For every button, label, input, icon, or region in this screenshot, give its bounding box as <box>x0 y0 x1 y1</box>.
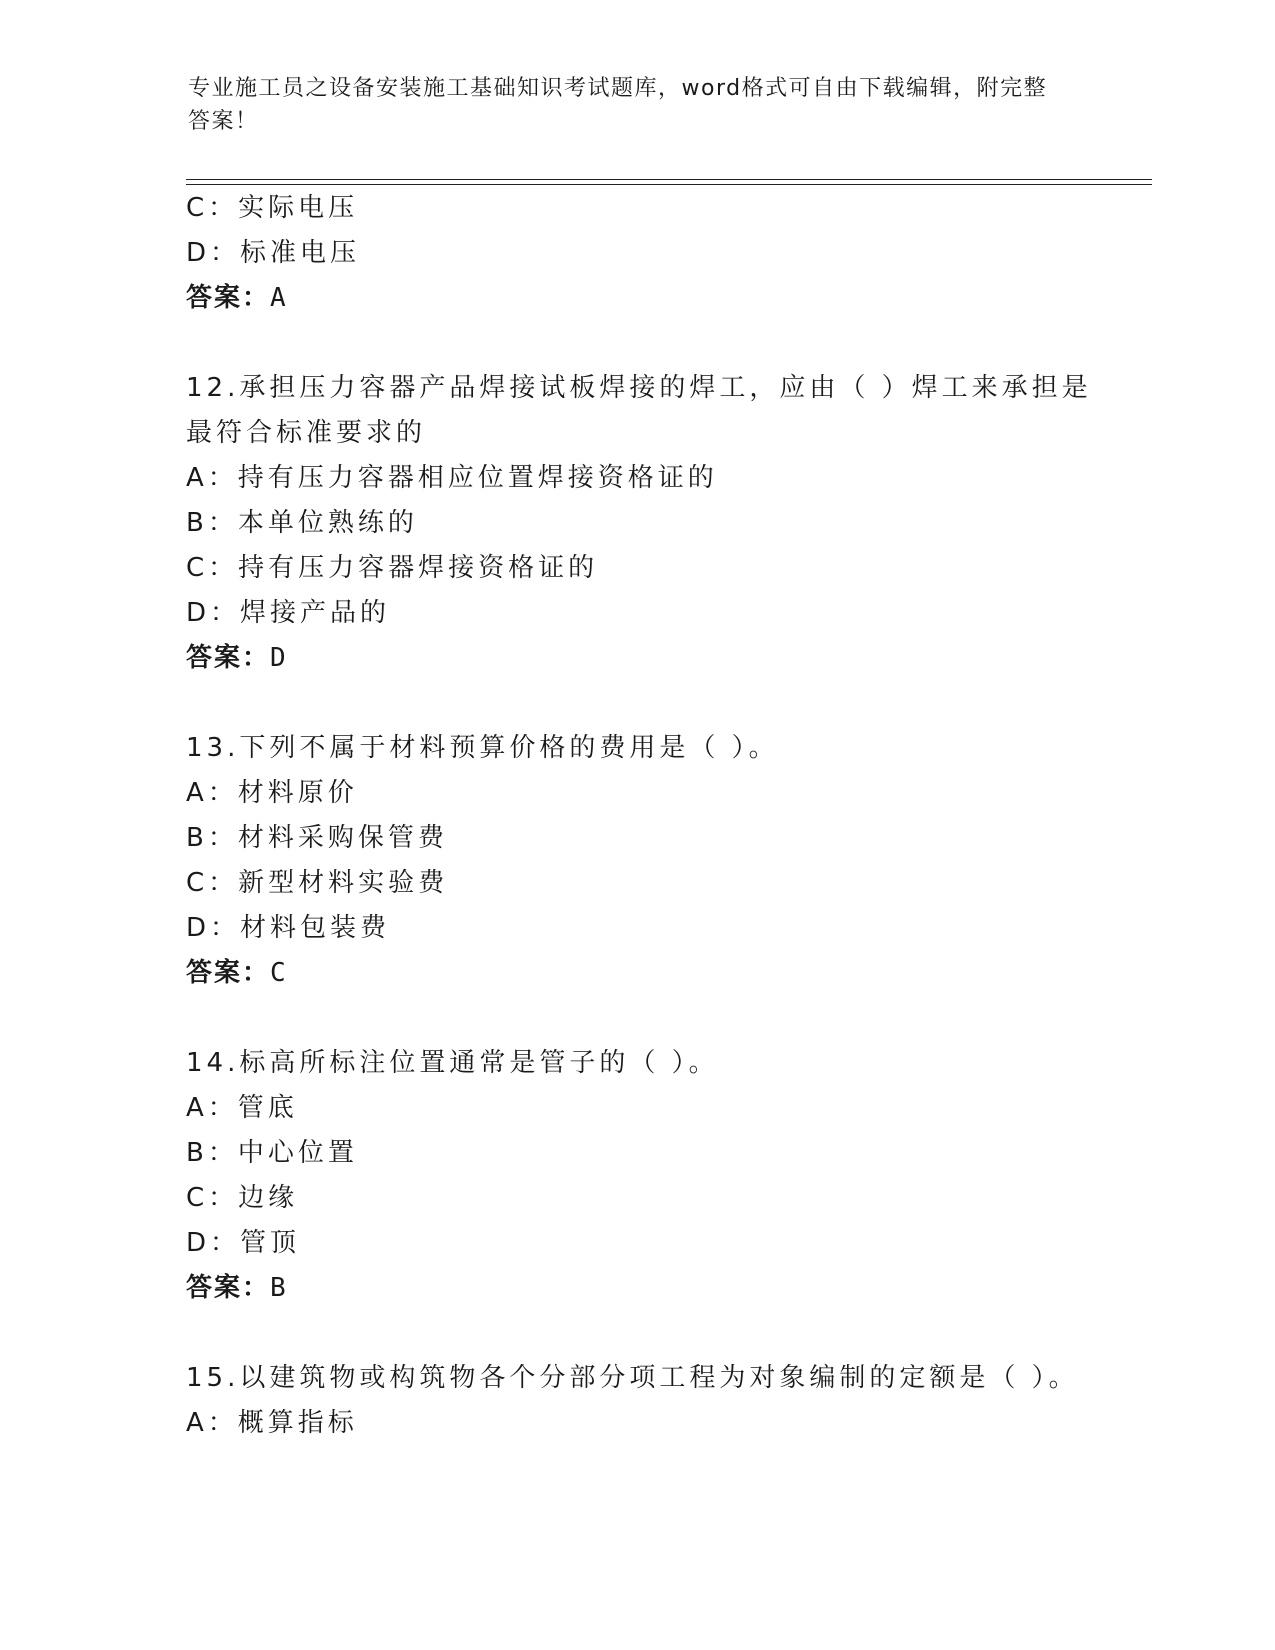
q15-option-a: A：概算指标 <box>186 1408 358 1438</box>
q14-answer <box>186 1271 288 1305</box>
q12-answer <box>186 641 288 675</box>
answer-label: 答案： <box>186 1273 271 1303</box>
q14-option-a: A：管底 <box>186 1093 298 1123</box>
q11-answer <box>186 281 288 315</box>
q13-option-c: C：新型材料实验费 <box>186 868 449 898</box>
answer-label: 答案： <box>186 283 271 313</box>
q14-option-d: D：管顶 <box>186 1228 301 1258</box>
q13-option-d: D：材料包装费 <box>186 913 391 943</box>
answer-value: B <box>270 1273 288 1303</box>
q13-answer <box>186 956 288 990</box>
q13-question: 13.下列不属于材料预算价格的费用是（ ）。 <box>186 733 779 763</box>
answer-label: 答案： <box>186 643 271 673</box>
document-header: 专业施工员之设备安装施工基础知识考试题库，word格式可自由下载编辑，附完整答案！ <box>188 76 1048 134</box>
q12-option-b: B：本单位熟练的 <box>186 508 418 538</box>
q12-option-d: D：焊接产品的 <box>186 598 391 628</box>
q14-question: 14.标高所标注位置通常是管子的（ ）。 <box>186 1048 719 1078</box>
answer-label: 答案： <box>186 958 271 988</box>
q13-option-b: B：材料采购保管费 <box>186 823 448 853</box>
answer-value: C <box>270 958 288 988</box>
header-divider-bottom <box>186 184 1152 185</box>
q11-option-d: D：标准电压 <box>186 238 361 268</box>
answer-value: D <box>270 643 288 673</box>
q12-option-c: C：持有压力容器焊接资格证的 <box>186 553 599 583</box>
q13-option-a: A：材料原价 <box>186 778 358 808</box>
q11-option-c: C：实际电压 <box>186 193 359 223</box>
answer-value: A <box>270 283 288 313</box>
q12-option-a: A：持有压力容器相应位置焊接资格证的 <box>186 463 718 493</box>
q12-question-line2: 最符合标准要求的 <box>186 418 427 448</box>
q12-question-line1: 12.承担压力容器产品焊接试板焊接的焊工，应由（ ）焊工来承担是 <box>186 373 1092 403</box>
header-divider-top <box>186 179 1152 180</box>
q14-option-c: C：边缘 <box>186 1183 299 1213</box>
q15-question: 15.以建筑物或构筑物各个分部分项工程为对象编制的定额是（ ）。 <box>186 1363 1079 1393</box>
q14-option-b: B：中心位置 <box>186 1138 358 1168</box>
